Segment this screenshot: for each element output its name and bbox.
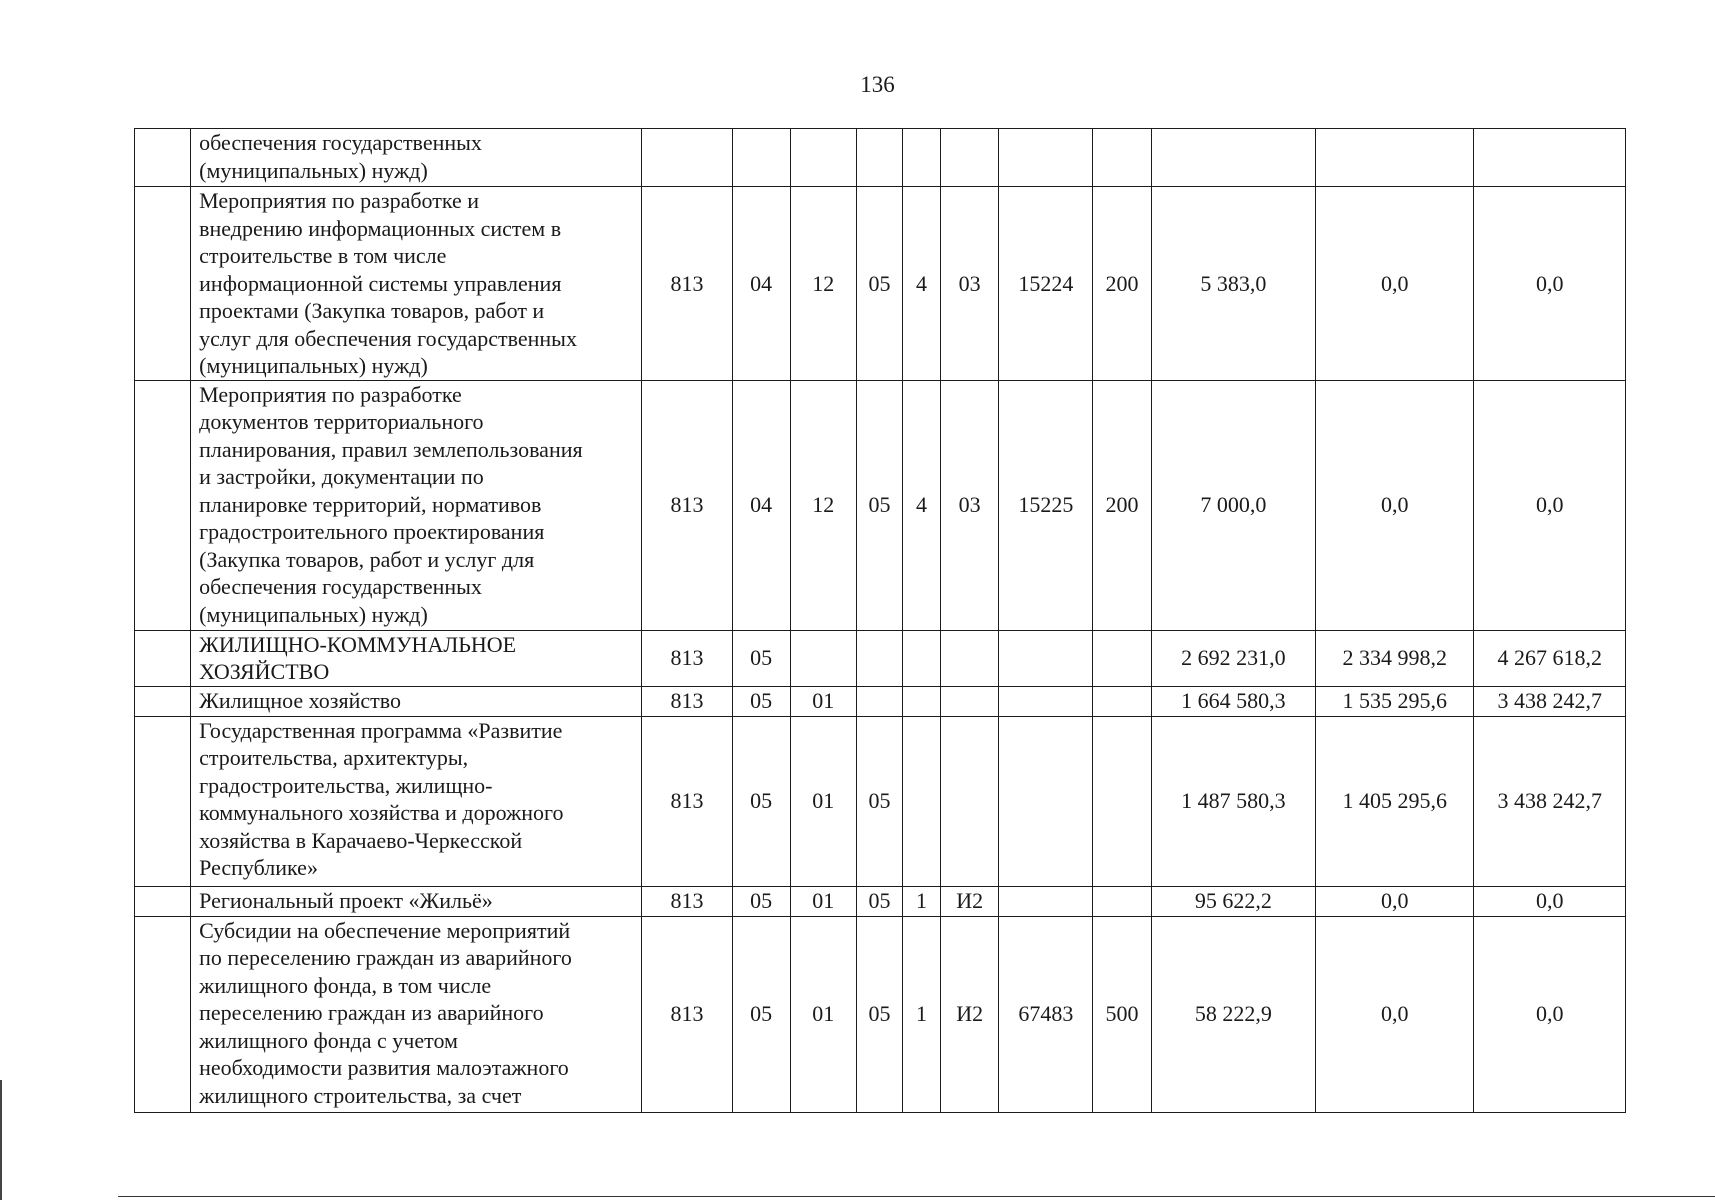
amount-year1-cell: 1 664 580,3 — [1151, 686, 1315, 716]
table-row — [135, 916, 1626, 1112]
amount-year2-cell: 0,0 — [1316, 380, 1474, 630]
subsection-code-cell: 12 — [790, 187, 856, 381]
ministry-code-cell: 813 — [642, 686, 732, 716]
section-code-cell: 04 — [732, 380, 790, 630]
section-code-cell — [732, 129, 790, 187]
row-index-cell — [135, 916, 191, 1112]
expense-code-cell — [999, 716, 1093, 886]
ministry-code-cell: 813 — [642, 716, 732, 886]
row-index-cell — [135, 686, 191, 716]
subprogram-code-cell: 1 — [903, 886, 941, 916]
table-row — [135, 686, 1626, 716]
direction-code-cell — [941, 129, 999, 187]
ministry-code-cell: 813 — [642, 916, 732, 1112]
expense-type-cell — [1093, 686, 1151, 716]
amount-year1-cell: 95 622,2 — [1151, 886, 1315, 916]
section-code-cell: 05 — [732, 716, 790, 886]
direction-code-cell: И2 — [941, 916, 999, 1112]
table-row — [135, 129, 1626, 187]
amount-year3-cell: 4 267 618,2 — [1474, 630, 1626, 686]
direction-code-cell — [941, 630, 999, 686]
amount-year2-cell: 0,0 — [1316, 886, 1474, 916]
row-index-cell — [135, 187, 191, 381]
amount-year3-cell: 0,0 — [1474, 886, 1626, 916]
row-name-cell: Мероприятия по разработке и внедрению информационных систем в строительстве в том числе информационной системы управления проектами (Закупка товаров, работ и услуг для обеспечения государственных (муниципальных) нужд) — [191, 187, 642, 381]
subprogram-code-cell — [903, 686, 941, 716]
ministry-code-cell — [642, 129, 732, 187]
row-name-cell: Жилищное хозяйство — [191, 686, 642, 716]
direction-code-cell — [941, 686, 999, 716]
amount-year3-cell: 0,0 — [1474, 187, 1626, 381]
subsection-code-cell: 01 — [790, 716, 856, 886]
amount-year2-cell: 0,0 — [1316, 916, 1474, 1112]
amount-year3-cell: 0,0 — [1474, 916, 1626, 1112]
expense-type-cell — [1093, 886, 1151, 916]
amount-year1-cell: 5 383,0 — [1151, 187, 1315, 381]
subprogram-code-cell — [903, 716, 941, 886]
direction-code-cell — [941, 716, 999, 886]
subprogram-code-cell: 1 — [903, 916, 941, 1112]
row-index-cell — [135, 380, 191, 630]
table-row — [135, 630, 1626, 686]
expense-type-cell: 200 — [1093, 187, 1151, 381]
expense-code-cell — [999, 129, 1093, 187]
row-name-cell: обеспечения государственных (муниципальных) нужд) — [191, 129, 642, 187]
section-code-cell: 05 — [732, 630, 790, 686]
section-code-cell: 04 — [732, 187, 790, 381]
expense-code-cell — [999, 886, 1093, 916]
amount-year2-cell: 1 405 295,6 — [1316, 716, 1474, 886]
amount-year3-cell: 3 438 242,7 — [1474, 716, 1626, 886]
expense-type-cell — [1093, 630, 1151, 686]
expense-type-cell — [1093, 716, 1151, 886]
amount-year2-cell — [1316, 129, 1474, 187]
row-index-cell — [135, 716, 191, 886]
row-index-cell — [135, 129, 191, 187]
scan-edge-mark — [0, 1080, 2, 1200]
table-row — [135, 716, 1626, 886]
amount-year3-cell — [1474, 129, 1626, 187]
direction-code-cell: 03 — [941, 380, 999, 630]
program-code-cell: 05 — [856, 916, 902, 1112]
program-code-cell — [856, 129, 902, 187]
expense-type-cell: 500 — [1093, 916, 1151, 1112]
row-index-cell — [135, 630, 191, 686]
subprogram-code-cell: 4 — [903, 187, 941, 381]
section-code-cell: 05 — [732, 916, 790, 1112]
amount-year2-cell: 2 334 998,2 — [1316, 630, 1474, 686]
budget-table-body — [135, 129, 1626, 1113]
subsection-code-cell: 01 — [790, 686, 856, 716]
table-row — [135, 886, 1626, 916]
ministry-code-cell: 813 — [642, 187, 732, 381]
expense-code-cell: 15224 — [999, 187, 1093, 381]
amount-year1-cell — [1151, 129, 1315, 187]
row-index-cell — [135, 886, 191, 916]
subsection-code-cell: 01 — [790, 886, 856, 916]
budget-table — [134, 128, 1626, 1113]
program-code-cell: 05 — [856, 380, 902, 630]
row-name-cell: ЖИЛИЩНО-КОММУНАЛЬНОЕ ХОЗЯЙСТВО — [191, 630, 642, 686]
program-code-cell: 05 — [856, 886, 902, 916]
ministry-code-cell: 813 — [642, 886, 732, 916]
amount-year1-cell: 58 222,9 — [1151, 916, 1315, 1112]
amount-year2-cell: 0,0 — [1316, 187, 1474, 381]
expense-type-cell — [1093, 129, 1151, 187]
ministry-code-cell: 813 — [642, 630, 732, 686]
subprogram-code-cell — [903, 129, 941, 187]
expense-code-cell: 15225 — [999, 380, 1093, 630]
table-row — [135, 187, 1626, 381]
amount-year2-cell: 1 535 295,6 — [1316, 686, 1474, 716]
amount-year1-cell: 7 000,0 — [1151, 380, 1315, 630]
expense-code-cell — [999, 686, 1093, 716]
program-code-cell — [856, 630, 902, 686]
direction-code-cell: И2 — [941, 886, 999, 916]
expense-type-cell: 200 — [1093, 380, 1151, 630]
expense-code-cell: 67483 — [999, 916, 1093, 1112]
expense-code-cell — [999, 630, 1093, 686]
page-number: 136 — [860, 72, 895, 97]
subsection-code-cell: 12 — [790, 380, 856, 630]
subsection-code-cell — [790, 129, 856, 187]
table-row — [135, 380, 1626, 630]
subprogram-code-cell: 4 — [903, 380, 941, 630]
bottom-rule — [118, 1196, 1715, 1197]
program-code-cell: 05 — [856, 716, 902, 886]
amount-year3-cell: 3 438 242,7 — [1474, 686, 1626, 716]
row-name-cell: Региональный проект «Жильё» — [191, 886, 642, 916]
program-code-cell — [856, 686, 902, 716]
section-code-cell: 05 — [732, 686, 790, 716]
amount-year1-cell: 1 487 580,3 — [1151, 716, 1315, 886]
amount-year3-cell: 0,0 — [1474, 380, 1626, 630]
subsection-code-cell: 01 — [790, 916, 856, 1112]
row-name-cell: Мероприятия по разработке документов территориального планирования, правил землепользования и застройки, документации по планировке территорий, нормативов градостроительного проектирования (Закупка товаров, работ и услуг для обеспечения государственных (муниципальных) нужд) — [191, 380, 642, 630]
row-name-cell: Государственная программа «Развитие строительства, архитектуры, градостроительства, жилищно- коммунального хозяйства и дорожного хозяйства в Карачаево-Черкесской Республике» — [191, 716, 642, 886]
ministry-code-cell: 813 — [642, 380, 732, 630]
subsection-code-cell — [790, 630, 856, 686]
section-code-cell: 05 — [732, 886, 790, 916]
program-code-cell: 05 — [856, 187, 902, 381]
row-name-cell: Субсидии на обеспечение мероприятий по переселению граждан из аварийного жилищного фонда, в том числе переселению граждан из аварийного жилищного фонда с учетом необходимости развития малоэтажного жилищного строительства, за счет — [191, 916, 642, 1112]
direction-code-cell: 03 — [941, 187, 999, 381]
amount-year1-cell: 2 692 231,0 — [1151, 630, 1315, 686]
subprogram-code-cell — [903, 630, 941, 686]
